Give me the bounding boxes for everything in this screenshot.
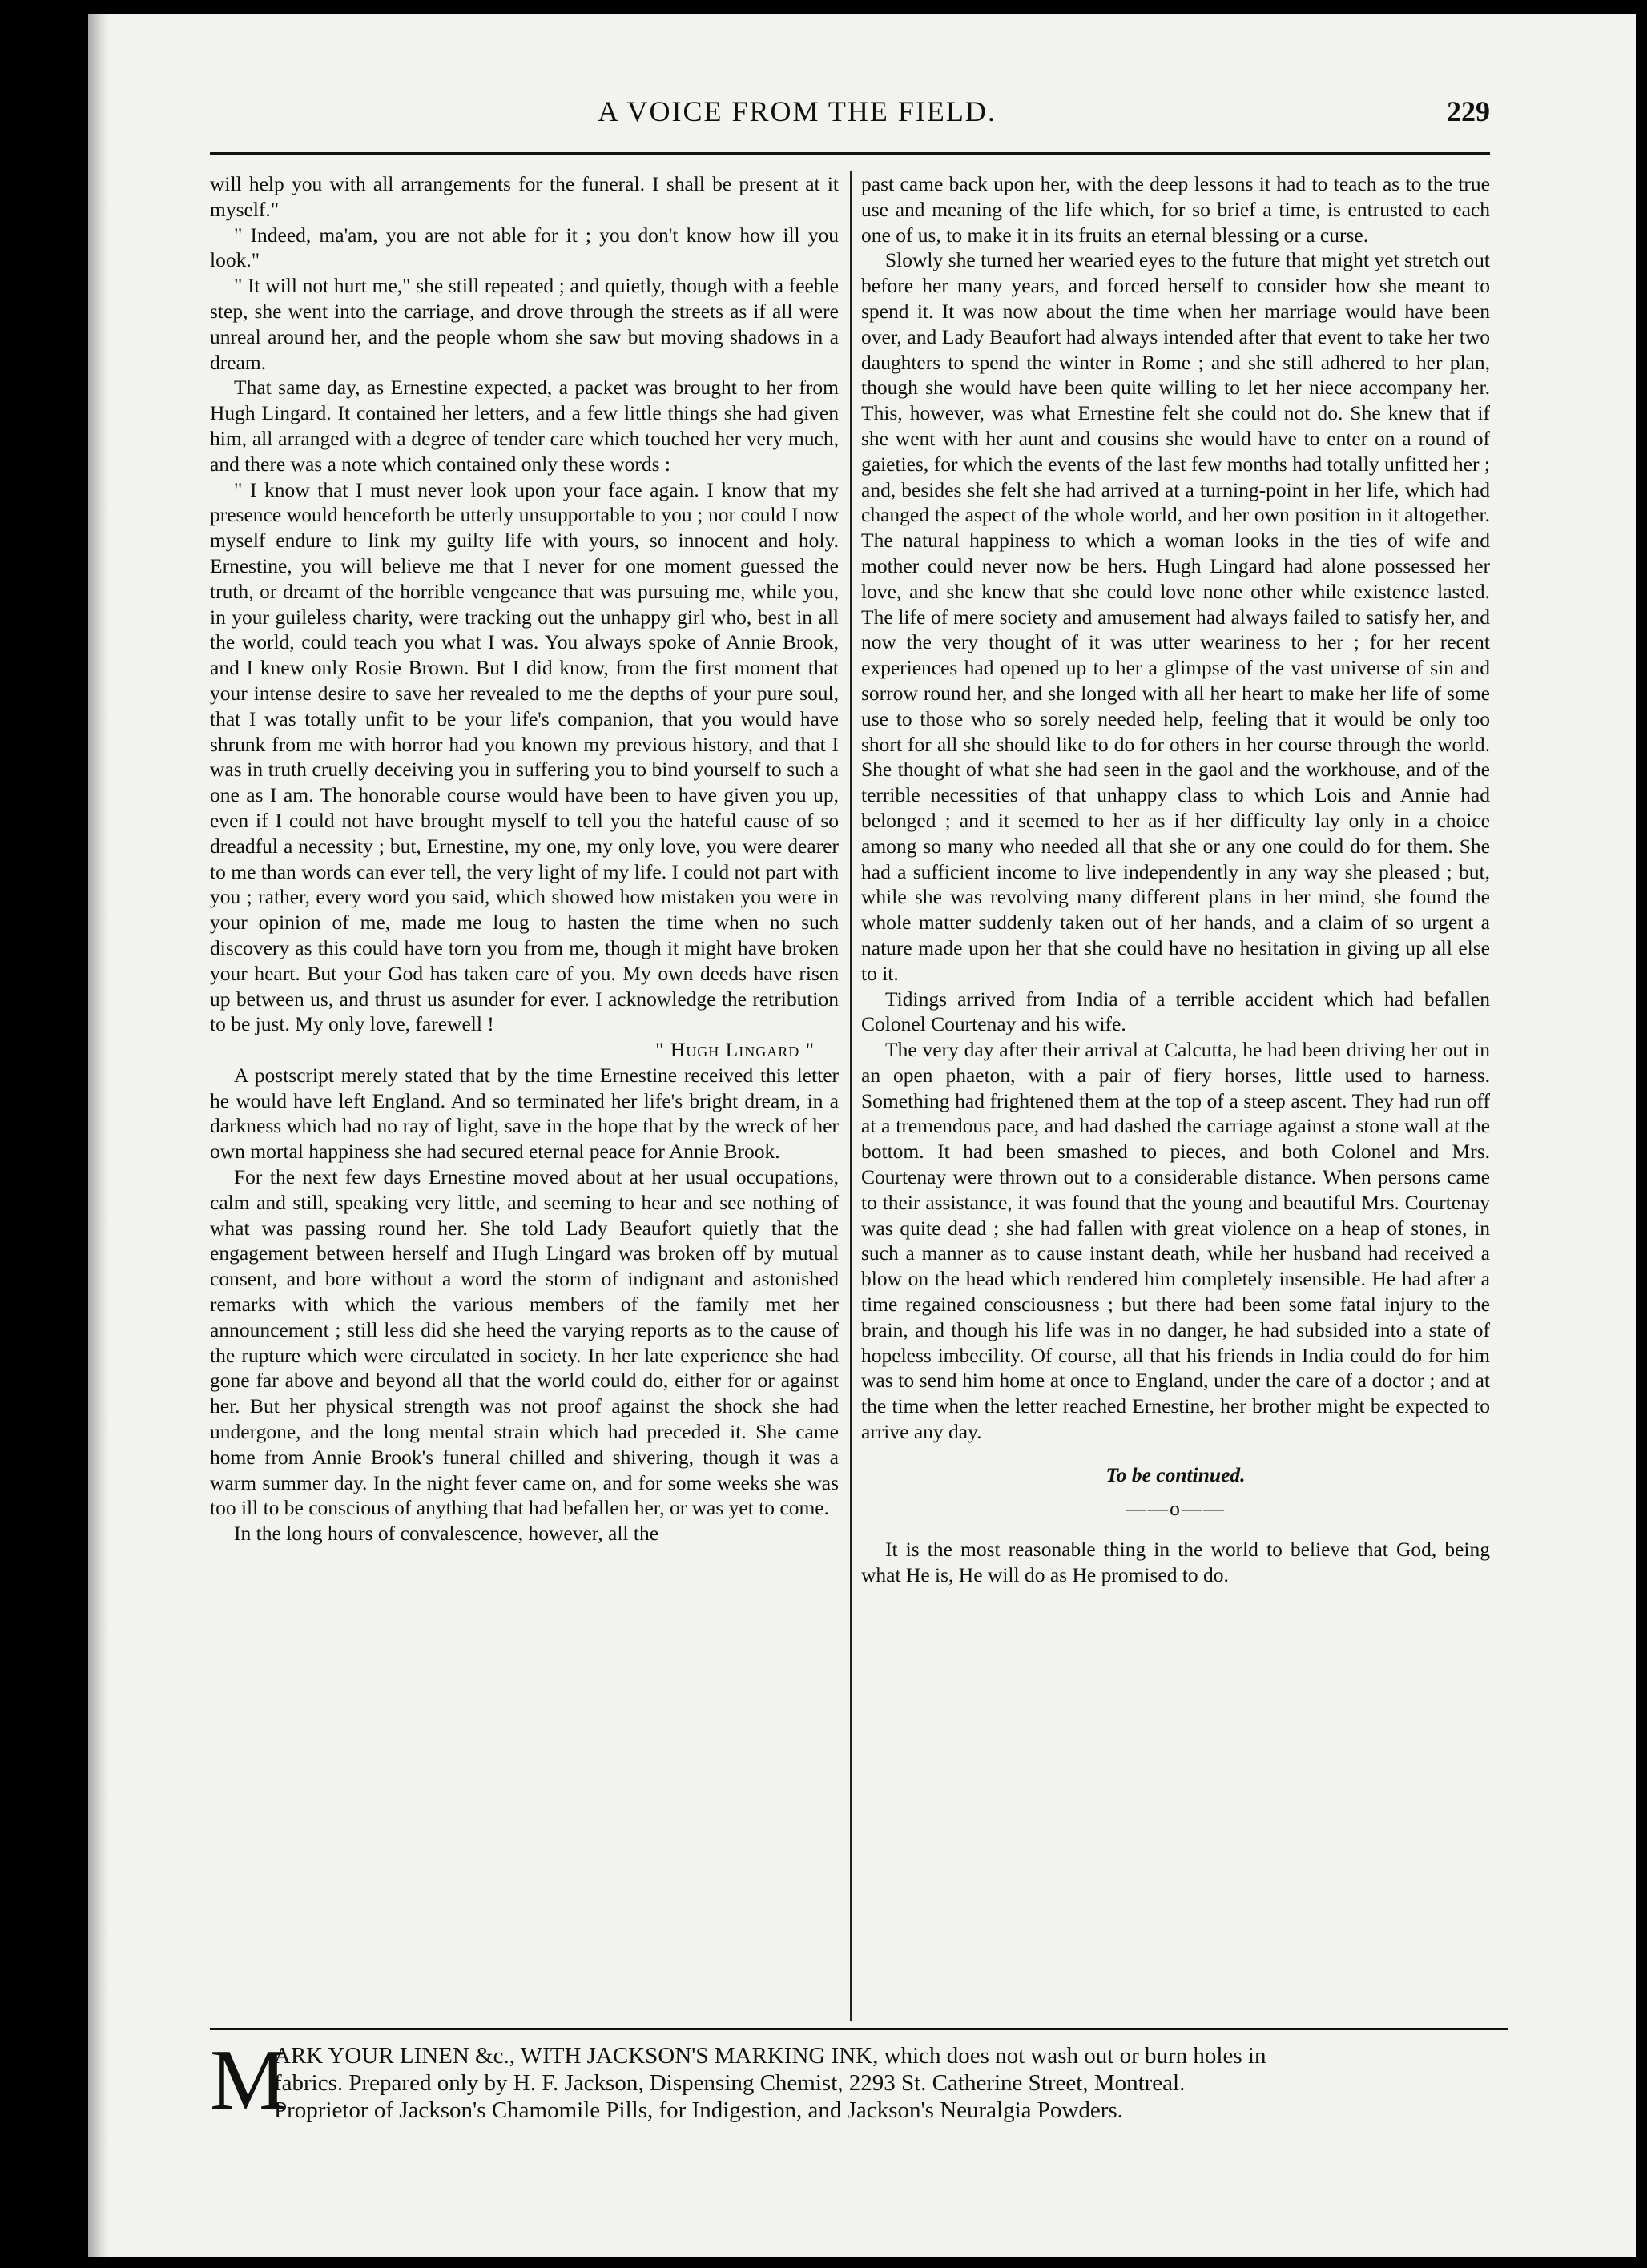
advertisement-text	[274, 2042, 1500, 2124]
left-column	[210, 171, 839, 2029]
letter-signature: " Hugh Lingard "	[655, 1038, 815, 1062]
paragraph: past came back upon her, with the deep lessons it had to teach as to the true use and meaning of the life which, for so brief a time, is entrusted to each one of us, to make it in its fruits an eternal blessing or a curse.	[861, 172, 1490, 247]
advertisement	[210, 2033, 1500, 2151]
column-divider	[850, 171, 852, 2021]
paragraph: Tidings arrived from India of a terrible accident which had befallen Colonel Courtenay and his wife.	[861, 987, 1490, 1036]
paragraph: The very day after their arrival at Calcutta, he had been driving her out in an open phaeton, with a pair of fiery horses, little used to harness. Something had frightened them at the top of a steep ascent. They had run off at a tremendous pace, and had dashed the carriage against a stone wall at the bottom. It had been smashed to pieces, and both Colonel and Mrs. Courtenay were thrown out to a considerable distance. When persons came to their assistance, it was found that the young and beautiful Mrs. Courtenay was quite dead ; she had fallen with great violence on a heap of stones, in such a manner as to cause instant death, while her husband had received a blow on the head which rendered him completely insensible. He had after a time regained consciousness ; but there had been some fatal injury to the brain, and though his life was in no danger, he had subsided into a state of hopeless imbecility. Of course, all that his friends in India could do for him was to send him home at once to England, under the care of a doctor ; and at the time when the letter reached Ernestine, her brother might be expected to arrive any day.	[861, 1038, 1490, 1444]
paragraph: For the next few days Ernestine moved about at her usual occupations, calm and still, speaking very little, and seeming to hear and see nothing of what was passing round her. She told Lady Beaufort quietly that the engagement between herself and Hugh Lingard was broken off by mutual consent, and bore without a word the storm of indignant and astonished remarks with which the various members of the family met her announcement ; still less did she heed the varying reports as to the cause of the rupture which were circulated in society. In her late experience she had gone far above and beyond all that the world could do, either for or against her. But her physical strength was not proof against the shock she had undergone, and the long mental strain which had preceded it. She came home from Annie Brook's funeral chilled and shivering, though it was a warm summer day. In the night fever came on, and for some weeks she was too ill to be conscious of anything that had befallen her, or was yet to come.	[210, 1165, 839, 1520]
advertisement-dropcap: M	[210, 2033, 288, 2128]
advertisement-line: Proprietor of Jackson's Chamomile Pills, for Indigestion, and Jackson's Neuralgia Powders.	[274, 2097, 1123, 2123]
paragraph: That same day, as Ernestine expected, a packet was brought to her from Hugh Lingard. It contained her letters, and a few little things she had given him, all arranged with a degree of tender care which touched her very much, and there was a note which contained only these words :	[210, 376, 839, 476]
paragraph: " Indeed, ma'am, you are not able for it ; you don't know how ill you look."	[210, 223, 839, 272]
paragraph: A postscript merely stated that by the time Ernestine received this letter he would have left England. And so terminated her life's bright dream, in a darkness which had no ray of light, save in the hope that by the wreck of her own mortal happiness she had secured eternal peace for Annie Brook.	[210, 1063, 839, 1164]
section-ornament: ——o——	[1126, 1496, 1226, 1520]
page-fold-shadow	[88, 14, 109, 2257]
paragraph: " It will not hurt me," she still repeated ; and quietly, though with a feeble step, she went into the carriage, and drove through the streets as if all were unreal around her, and the people whom she saw but moving shadows in a dream.	[210, 274, 839, 374]
closing-paragraph: It is the most reasonable thing in the world to believe that God, being what He is, He will do as He promised to do.	[861, 1538, 1490, 1587]
running-title: A VOICE FROM THE FIELD.	[598, 95, 997, 127]
right-column	[861, 171, 1490, 2029]
page-header	[104, 94, 1490, 143]
to-be-continued: To be continued.	[1105, 1462, 1246, 1486]
paragraph: In the long hours of convalescence, however, all the	[234, 1522, 659, 1546]
paragraph: Slowly she turned her wearied eyes to the future that might yet stretch out before her many years, and forced herself to consider how she meant to spend it. It was now about the time when her marriage would have been over, and Lady Beaufort had always intended after that event to take her two daughters to spend the winter in Rome ; and she still adhered to her plan, though she would have been quite willing to let her niece accompany her. This, however, was what Ernestine felt she could not do. She knew that if she went with her aunt and cousins she would have to enter on a round of gaieties, for which the events of the last few months had totally unfitted her ; and, besides she felt she had arrived at a turning-point in her life, which had changed the aspect of the whole world, and her own position in it altogether. The natural happiness to which a woman looks in the ties of wife and mother could never now be hers. Hugh Lingard had alone possessed her love, and she knew that she could love none other while existence lasted. The life of mere society and amusement had always failed to satisfy her, and now the very thought of it was utter weariness to her ; for her recent experiences had opened up to her a glimpse of the vast universe of sin and sorrow round her, and she longed with all her heart to make her life of some use to those who so sorely needed help, feeling that it would be only too short for all she should like to do for others in her course through the world. She thought of what she had seen in the gaol and the workhouse, and of the terrible necessities of that unhappy class to which Lois and Annie had belonged ; and it seemed to her as if her difficulty lay only in a choice among so many who needed all that she or any one could do for them. She had a sufficient income to live independently in any way she pleased ; but, while she was revolving many different plans in her mind, she found the whole matter suddenly taken out of her hands, and a claim of so urgent a nature made upon her that she could have no hesitation in giving up all else to it.	[861, 248, 1490, 985]
advertisement-line: ARK YOUR LINEN &c., WITH JACKSON'S MARKING INK, which does not wash out or burn holes in	[274, 2043, 1266, 2069]
advertisement-line: fabrics. Prepared only by H. F. Jackson, Dispensing Chemist, 2293 St. Catherine Street, Montreal.	[274, 2070, 1186, 2096]
page-number: 229	[1447, 95, 1490, 127]
header-rule	[210, 152, 1490, 155]
advertisement-rule	[210, 2028, 1508, 2030]
paragraph: will help you with all arrangements for the funeral. I shall be present at it myself."	[210, 172, 839, 221]
letter-paragraph: " I know that I must never look upon your face again. I know that my presence would henceforth be utterly unsupportable to you ; nor could I now myself endure to link my guilty life with yours, so innocent and holy. Ernestine, you will believe me that I never for one moment guessed the truth, or dreamt of the horrible vengeance that was pursuing me, while you, in your guileless charity, were tracking out the unhappy girl who, best in all the world, could teach you what I was. You always spoke of Annie Brook, and I knew only Rosie Brown. But I did know, from the first moment that your intense desire to save her revealed to me the depths of your pure soul, that I was totally unfit to be your life's companion, that you would have shrunk from me with horror had you known my previous history, and that I was in truth cruelly deceiving you in suffering you to bind yourself to such a one as I am. The honorable course would have been to have given you up, even if I could not have brought myself to tell you the hateful cause of so dreadful a necessity ; but, Ernestine, my one, my only love, you were dearer to me than words can ever tell, the very light of my life. I could not part with you ; rather, every word you said, which showed how mistaken you were in your opinion of me, made me loug to hasten the time when no such discovery as this could have torn you from me, though it might have broken your heart. But your God has taken care of you. My own deeds have risen up between us, and thrust us asunder for ever. I acknowledge the retribution to be just. My only love, farewell !	[210, 477, 839, 1036]
